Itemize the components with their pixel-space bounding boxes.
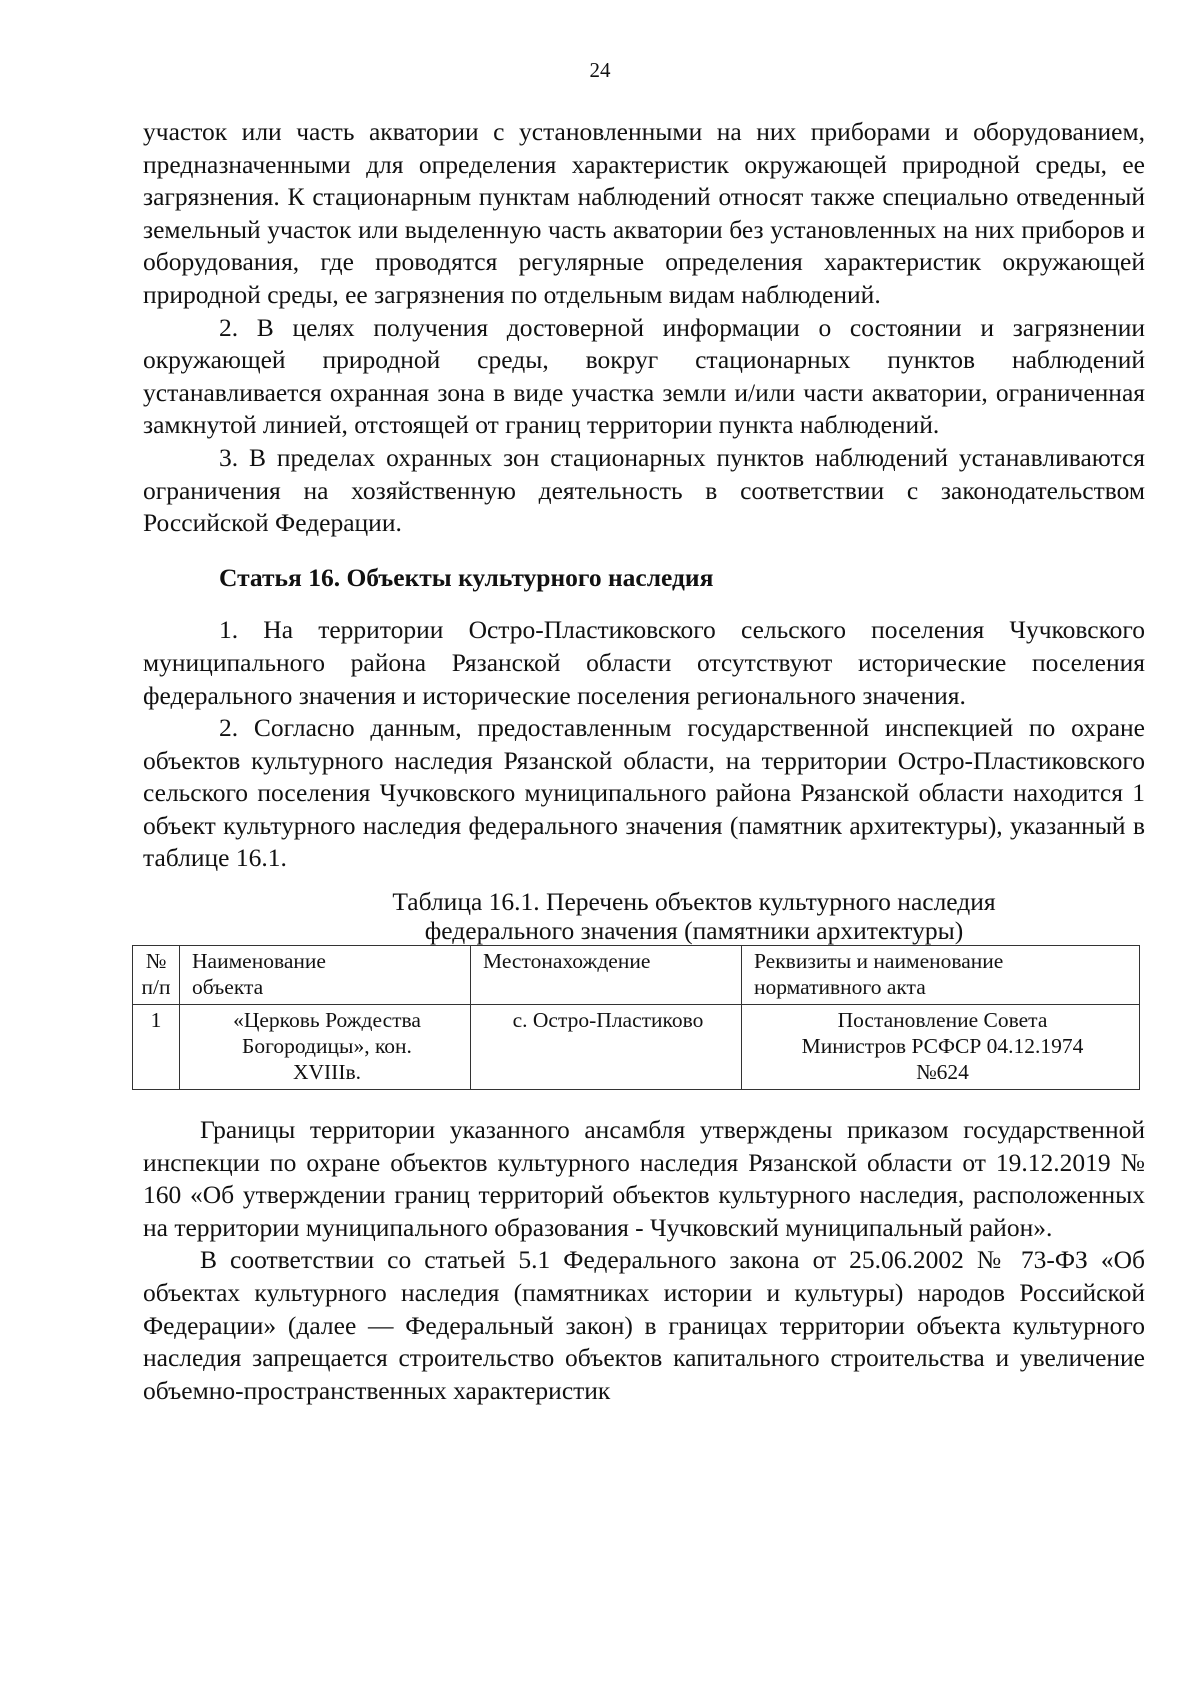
header-name-line-1: Наименование [192,949,326,974]
page-number: 24 [589,58,611,82]
cell-act-line-3: №624 [916,1060,969,1085]
table-row [133,1005,1140,1090]
heritage-objects-table [132,945,1140,1090]
paragraph-continuation: участок или часть акватории с установленными на них приборами и оборудованием, предназначенными для определения характеристик окружающей природной среды, ее загрязнения. К стационарным пунктам наблюдений относят также специально отведенный земельный участок или выделенную часть акватории без установленных на них приборов и оборудования, где проводятся регулярные определения характеристик окружающей природной среды, ее загрязнения по отдельным видам наблюдений. [143,117,1145,309]
cell-name-line-2: Богородицы», кон. [242,1034,412,1059]
cell-act [742,1005,1140,1090]
paragraph-item-3: 3. В пределах охранных зон стационарных пунктов наблюдений устанавливаются ограничения на хозяйственную деятельность в соответствии с законодательством Российской Федерации. [143,442,1145,538]
cell-name-line-1: «Церковь Рождества [233,1008,421,1033]
cell-name [180,1005,471,1090]
article-paragraph-1: 1. На территории Остро-Пластиковского сельского поселения Чучковского муниципального района Рязанской области отсутствуют исторические поселения федерального значения и исторические поселения регионального значения. [143,615,1145,710]
article-paragraph-2: 2. Согласно данным, предоставленным государственной инспекцией по охране объектов культурного наследия Рязанской области, на территории Остро-Пластиковского сельского поселения Чучковского муниципального района Рязанской области находится 1 объект культурного наследия федерального значения (памятник архитектуры), указанный в таблице 16.1. [143,713,1145,873]
document-body [143,116,1145,1407]
table-header-row [133,946,1140,1005]
header-num [133,946,180,1005]
header-act-line-2: нормативного акта [754,975,926,1000]
table-caption [143,887,1145,945]
table-caption-line-1: Таблица 16.1. Перечень объектов культурного наследия [392,887,996,917]
article-heading: Статья 16. Объекты культурного наследия [219,562,714,592]
header-act-line-1: Реквизиты и наименование [754,949,1004,974]
header-act [742,946,1140,1005]
cell-location: с. Остро-Пластиково [471,1005,742,1090]
paragraph-boundaries: Границы территории указанного ансамбля утверждены приказом государственной инспекции по охране объектов культурного наследия Рязанской области от 19.12.2019 № 160 «Об утверждении границ территорий объектов культурного наследия, расположенных на территории муниципального образования - Чучковский муниципальный район». [143,1115,1145,1242]
cell-act-line-1: Постановление Совета [837,1008,1048,1033]
cell-name-line-3: XVIIIв. [292,1060,362,1085]
header-name [180,946,471,1005]
cell-act-line-2: Министров РСФСР 04.12.1974 [801,1034,1084,1059]
cell-num: 1 [133,1005,180,1090]
header-name-line-2: объекта [192,975,264,1000]
paragraph-item-2: 2. В целях получения достоверной информации о состоянии и загрязнении окружающей природной среды, вокруг стационарных пунктов наблюдений устанавливается охранная зона в виде участка земли и/или части акватории, ограниченная замкнутой линией, отстоящей от границ территории пункта наблюдений. [143,312,1145,440]
header-location: Местонахождение [471,946,742,1005]
header-num-line-1: № [145,949,167,974]
header-num-line-2: п/п [141,975,171,1000]
table-caption-line-2: федерального значения (памятники архитектуры) [424,916,964,946]
paragraph-federal-law: В соответствии со статьей 5.1 Федерального закона от 25.06.2002 № 73-ФЗ «Об объектах культурного наследия (памятниках истории и культуры) народов Российской Федерации» (далее — Федеральный закон) в границах территории объекта культурного наследия запрещается строительство объектов капитального строительства и увеличение объемно-пространственных характеристик [143,1245,1145,1405]
